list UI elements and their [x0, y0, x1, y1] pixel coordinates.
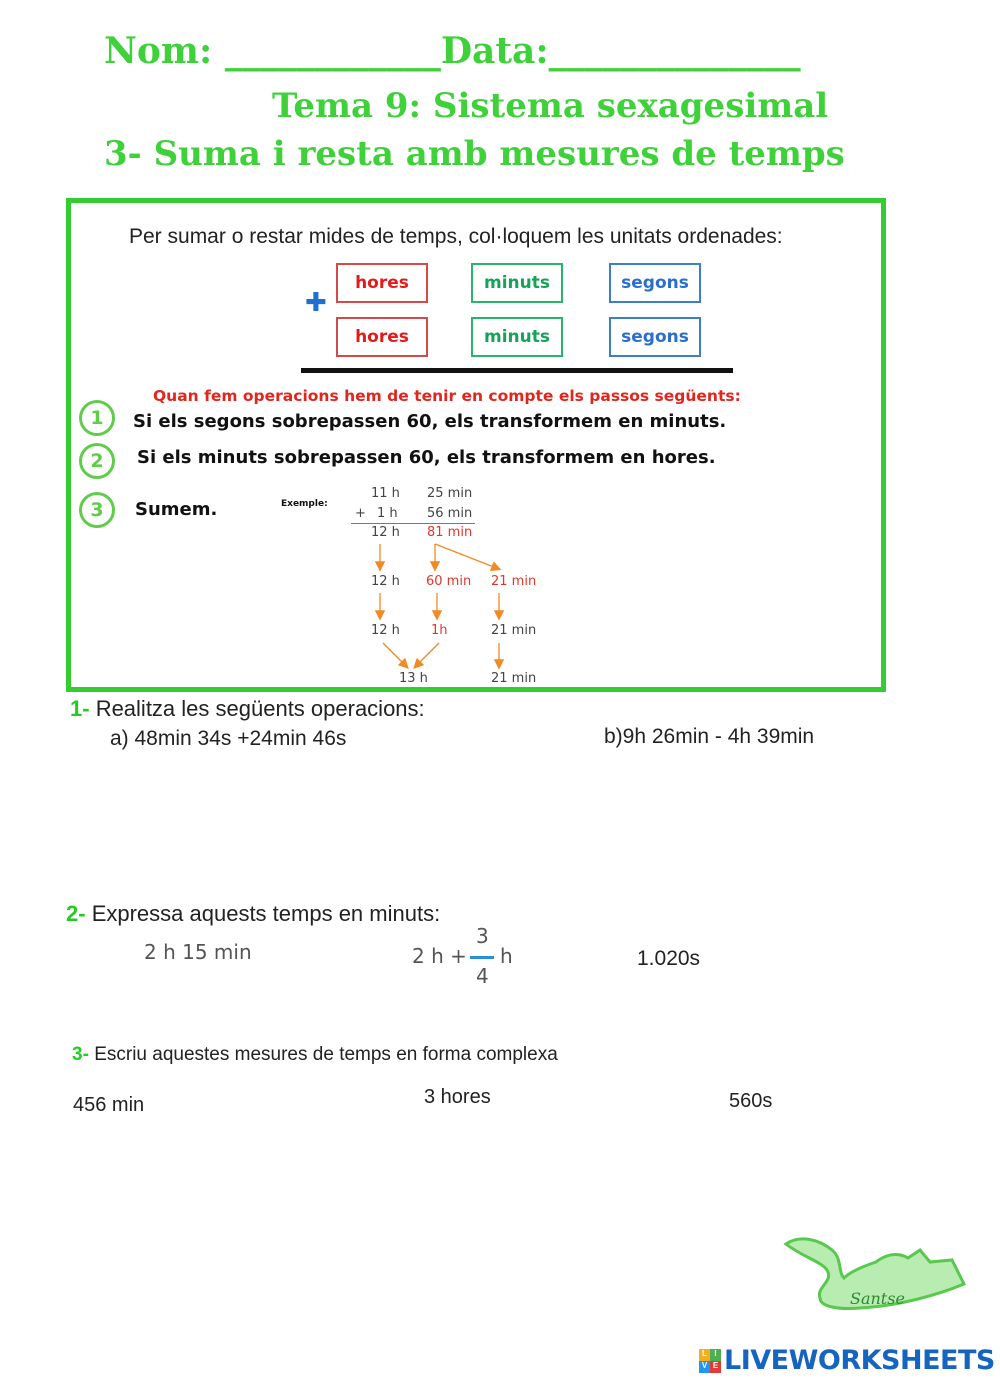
lesson-subtitle: 3- Suma i resta amb mesures de temps [104, 134, 845, 174]
unit-box-hours: hores [336, 317, 428, 357]
exercise1-item-a: a) 48min 34s +24min 46s [110, 727, 347, 750]
logo-letter: V [699, 1361, 710, 1373]
exercise3-title: Escriu aquestes mesures de temps en forma complexa [94, 1044, 558, 1065]
example-minutes-rest: 21 min [491, 623, 537, 638]
plus-icon: ✚ [305, 287, 327, 317]
fraction-bar [470, 956, 494, 959]
exercise2-item-3: 1.020s [637, 947, 701, 970]
exercise2-title: Expressa aquests temps en minuts: [91, 901, 441, 926]
exercise1-item-b: b)9h 26min - 4h 39min [604, 725, 815, 748]
santse-logo [780, 1232, 970, 1316]
fraction-denominator: 4 [476, 964, 489, 988]
step-text: Si els minuts sobrepassen 60, els transformem en hores. [137, 447, 716, 468]
example-result-hours: 13 h [399, 671, 428, 686]
step-text: Si els segons sobrepassen 60, els transformem en minuts. [133, 411, 727, 432]
exercise3-heading [72, 1044, 558, 1066]
exercise1-title: Realitza les següents operacions: [95, 696, 425, 721]
logo-letter: L [699, 1349, 710, 1361]
example-label: Exemple: [281, 499, 328, 509]
example-minutes-rest: 21 min [491, 574, 537, 589]
unit-box-seconds: segons [609, 317, 701, 357]
unit-box-minutes: minuts [471, 317, 563, 357]
topic-title: Tema 9: Sistema sexagesimal [272, 86, 829, 126]
exercise2-heading [66, 901, 440, 927]
logo-letter: I [710, 1349, 721, 1361]
step-number-circle: 3 [79, 492, 115, 528]
step-number-circle: 1 [79, 400, 115, 436]
example-minutes-60: 60 min [426, 574, 472, 589]
theory-box [66, 198, 886, 692]
exercise3-item-2: 3 hores [424, 1086, 491, 1108]
example-hours: 12 h [371, 525, 400, 540]
logo-letter: E [710, 1361, 721, 1373]
exercise2-fraction-suffix: h [500, 944, 513, 968]
example-minutes-total: 81 min [427, 525, 473, 540]
unit-box-minutes: minuts [471, 263, 563, 303]
exercise3-item-1: 456 min [73, 1094, 145, 1116]
exercise3-item-3: 560s [729, 1090, 773, 1112]
example-arrows [71, 203, 881, 687]
unit-box-hours: hores [336, 263, 428, 303]
example-minutes: 56 min [427, 506, 473, 521]
exercise3-number: 3- [72, 1044, 89, 1065]
liveworksheets-brand: LIVEWORKSHEETS [724, 1345, 995, 1376]
fraction-numerator: 3 [476, 924, 489, 948]
theory-intro: Per sumar o restar mides de temps, col·loquem les unitats ordenades: [129, 225, 783, 248]
example-converted-hour: 1h [431, 623, 448, 638]
exercise2-fraction-prefix: 2 h + [412, 944, 467, 968]
example-hours: 12 h [371, 574, 400, 589]
exercise2-item-1: 2 h 15 min [144, 940, 252, 964]
name-date-line: Nom: ____________Data:______________ [104, 30, 801, 72]
example-plus-sign: + [355, 506, 366, 521]
exercise1-heading [70, 696, 425, 722]
rule-title: Quan fem operacions hem de tenir en compte els passos següents: [153, 387, 741, 405]
unit-box-seconds: segons [609, 263, 701, 303]
liveworksheets-logo-icon [699, 1349, 721, 1373]
step-number-circle: 2 [79, 443, 115, 479]
santse-logo-text: Santse [850, 1289, 905, 1308]
example-hours: 12 h [371, 623, 400, 638]
exercise2-number: 2- [66, 901, 86, 926]
example-result-minutes: 21 min [491, 671, 537, 686]
example-minutes: 25 min [427, 486, 473, 501]
example-hours: 11 h [371, 486, 400, 501]
example-hours: 1 h [377, 506, 398, 521]
exercise1-number: 1- [70, 696, 90, 721]
step-text: Sumem. [135, 499, 218, 520]
